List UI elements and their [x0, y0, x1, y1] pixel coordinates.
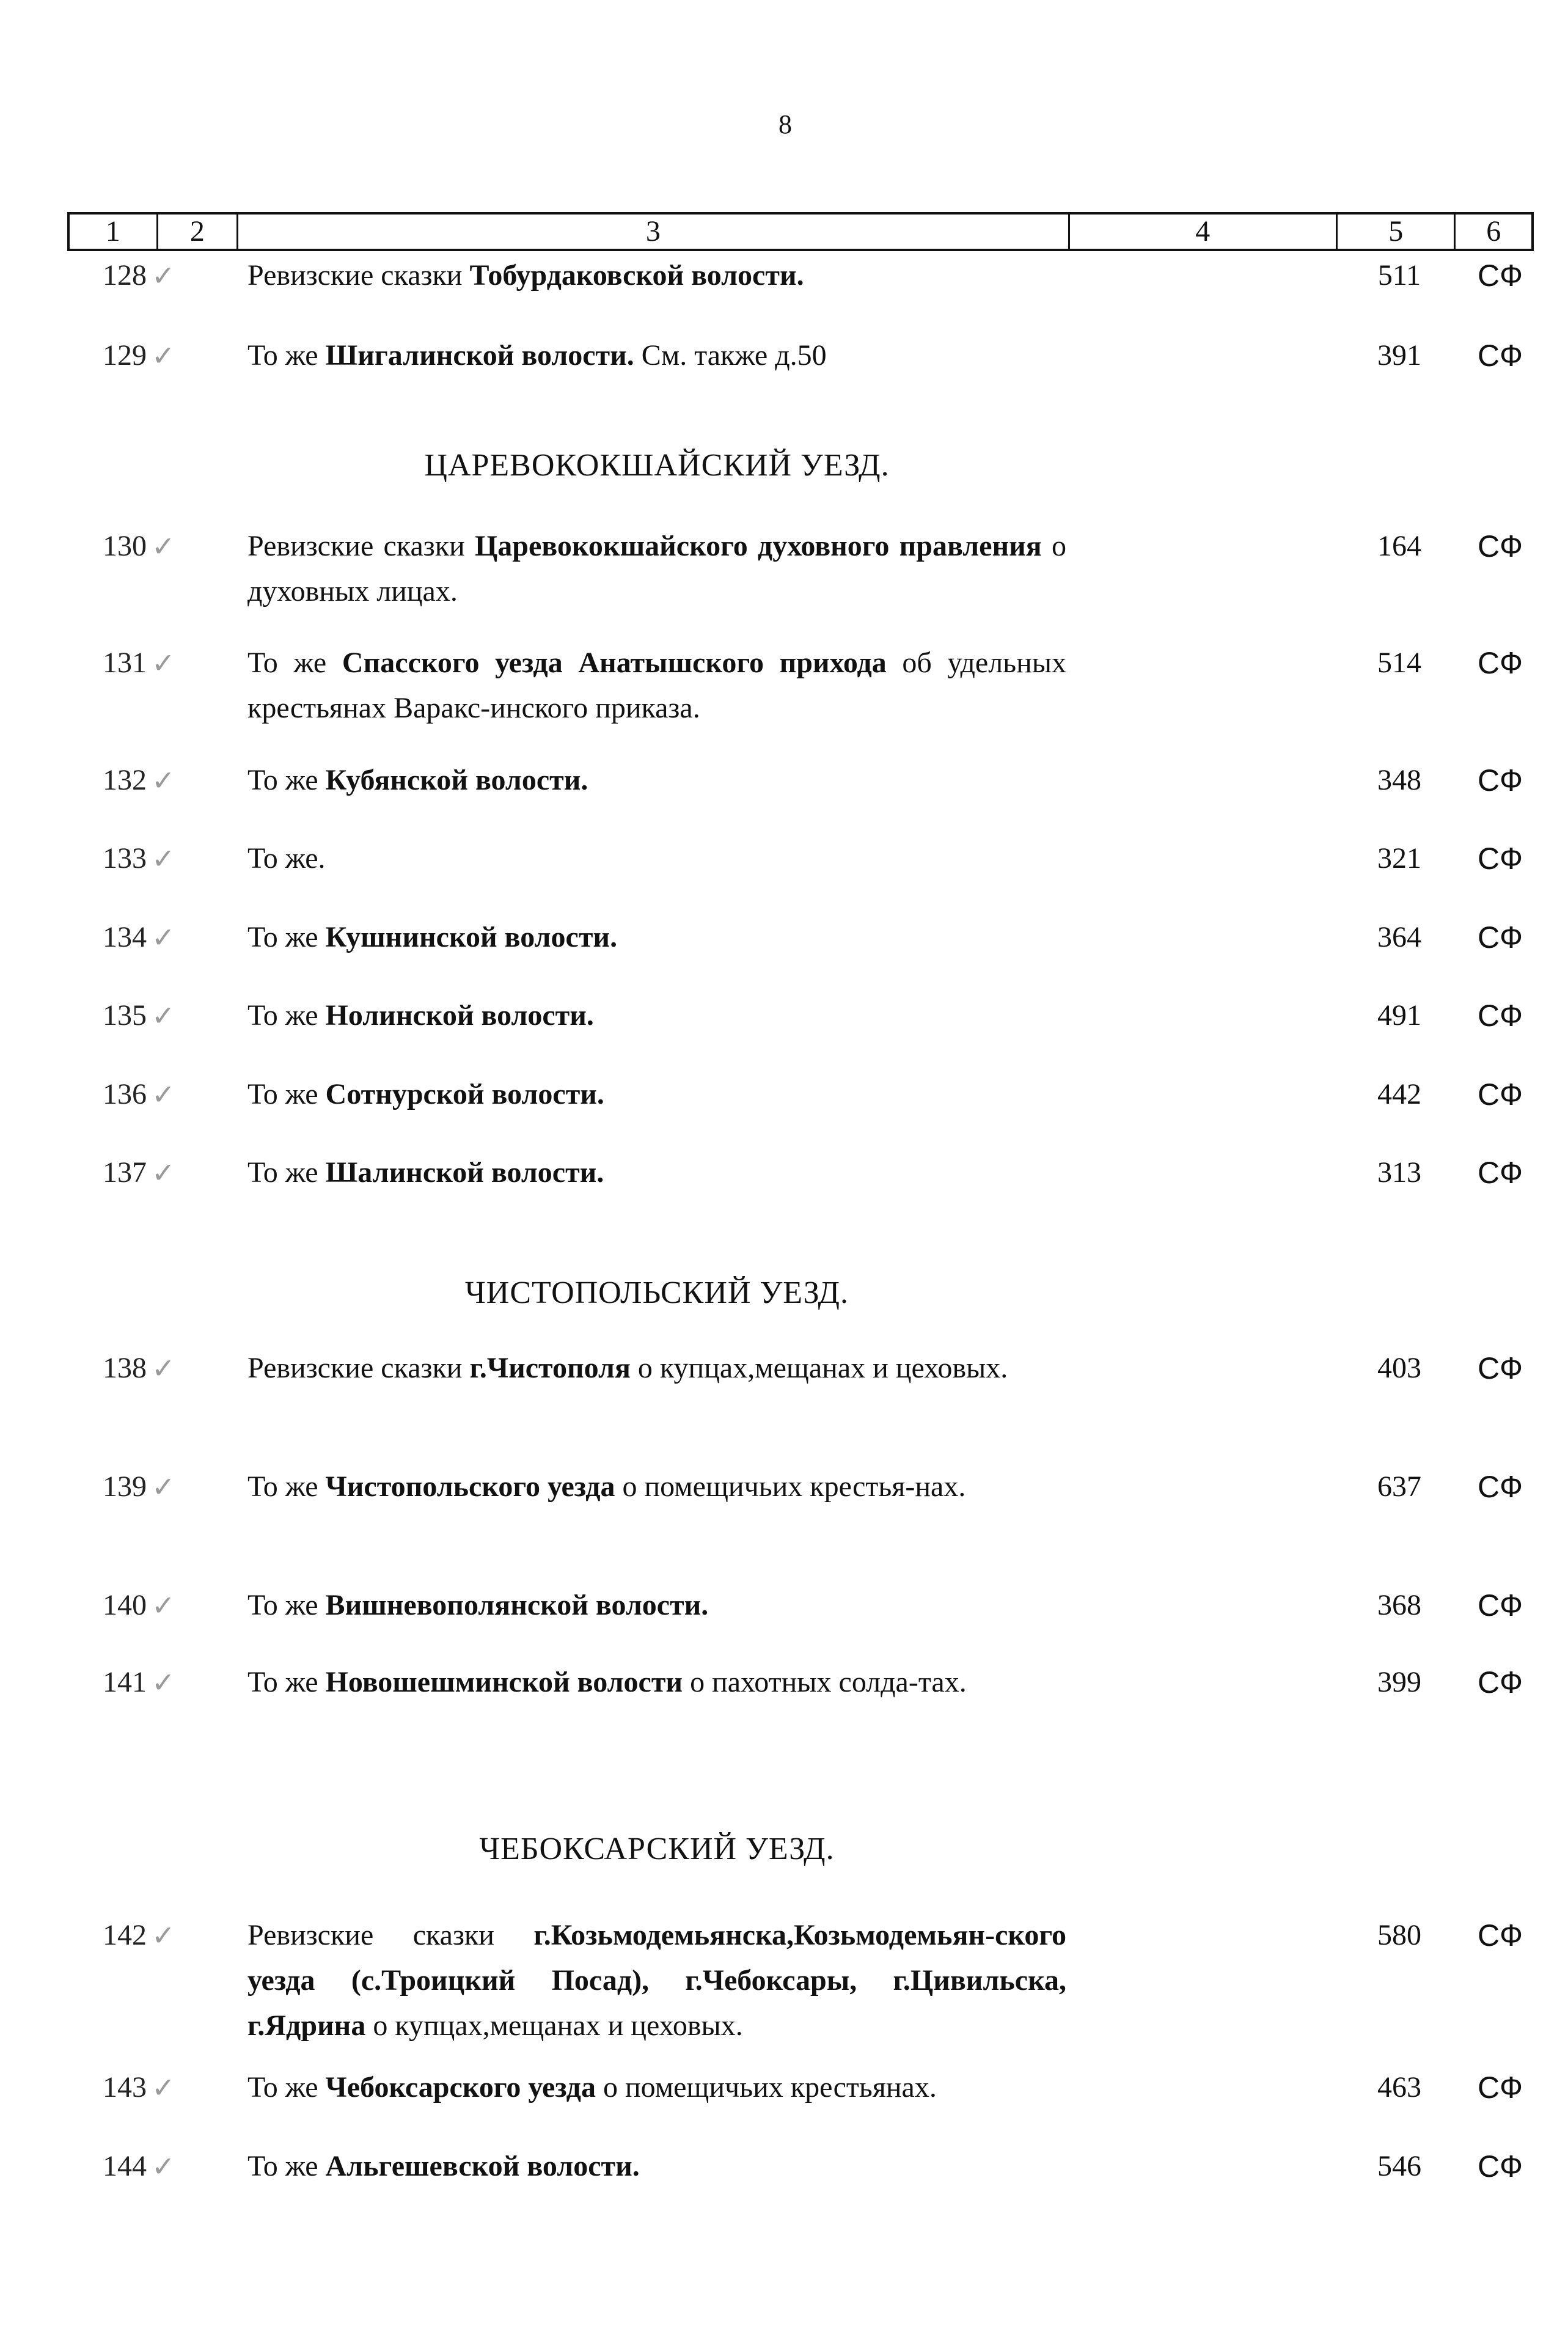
- fund-code: СФ: [1477, 1665, 1523, 1700]
- entry-description-bold: Чистопольского уезда: [325, 1470, 615, 1503]
- checkmark-icon: ✓: [152, 1589, 175, 1622]
- entry-description-bold: Сотнурской волости.: [325, 1078, 604, 1110]
- page-number: 8: [779, 109, 792, 139]
- entry-description: [247, 1346, 1066, 1391]
- entry-description: [247, 2144, 1066, 2189]
- entry-description: [247, 1464, 1066, 1509]
- entry-description-text: То же: [247, 2071, 326, 2103]
- sheet-count: 164: [1377, 530, 1421, 562]
- checkmark-icon: ✓: [152, 647, 175, 680]
- entry-description-bold: г.Козьмодемьянска,Козьмодемьян-ского уезда (с.Троицкий Посад), г.Чебоксары, г.Цивильска, г.Ядрина: [247, 1919, 1066, 2042]
- entry-description: [247, 1150, 1066, 1195]
- entry-description-text: о пахотных солда-тах.: [683, 1666, 967, 1698]
- entry-description-bold: Царевококшайского духовного правления: [474, 530, 1042, 562]
- entry-description-text: Ревизские сказки: [247, 1919, 534, 1951]
- checkmark-icon: ✓: [152, 921, 175, 954]
- checkmark-icon: ✓: [152, 339, 175, 372]
- fund-code: СФ: [1477, 529, 1523, 563]
- section-title: ЦАРЕВОКОКШАЙСКИЙ УЕЗД.: [424, 448, 890, 483]
- fund-code: СФ: [1477, 1156, 1523, 1190]
- fund-code: СФ: [1477, 646, 1523, 680]
- entry-description-text: То же.: [247, 842, 326, 875]
- entry-description-text: Ревизские сказки: [247, 259, 470, 292]
- entry-number: 138: [103, 1352, 147, 1384]
- entry-number: 128: [103, 259, 147, 292]
- entry-description-text: То же: [247, 339, 326, 372]
- fund-code: СФ: [1477, 1918, 1523, 1953]
- entry-description: [247, 524, 1066, 614]
- fund-code: СФ: [1477, 842, 1523, 876]
- entry-description-text: То же: [247, 647, 342, 679]
- entry-number: 143: [103, 2071, 147, 2103]
- entry-description: [247, 1583, 1066, 1628]
- fund-code: СФ: [1477, 259, 1523, 293]
- checkmark-icon: ✓: [152, 999, 175, 1032]
- entry-description-text: То же: [247, 2150, 326, 2182]
- sheet-count: 403: [1377, 1352, 1421, 1384]
- fund-code: СФ: [1477, 763, 1523, 798]
- entry-description-bold: Кушнинской волости.: [325, 921, 618, 953]
- entry-description: [247, 253, 1066, 298]
- entry-number: 141: [103, 1666, 147, 1698]
- sheet-count: 511: [1377, 259, 1421, 292]
- entry-description-text: Ревизские сказки: [247, 530, 475, 562]
- sheet-count: 463: [1377, 2071, 1421, 2103]
- fund-code: СФ: [1477, 1470, 1523, 1504]
- column-header-6: 6: [1486, 215, 1501, 248]
- entry-description-bold: Тобурдаковской волости.: [469, 259, 804, 292]
- entry-description-bold: Вишневополянской волости.: [325, 1589, 709, 1621]
- entry-description-bold: Кубянской волости.: [325, 764, 588, 796]
- sheet-count: 321: [1377, 842, 1421, 875]
- sheet-count: 368: [1377, 1589, 1421, 1621]
- column-header-3: 3: [238, 215, 1069, 249]
- entry-description-bold: г.Чистополя: [469, 1352, 631, 1384]
- entry-description-text: То же: [247, 1156, 326, 1189]
- entry-number: 135: [103, 999, 147, 1032]
- sheet-count: 399: [1377, 1666, 1421, 1698]
- checkmark-icon: ✓: [152, 1156, 175, 1189]
- entry-description-text: То же: [247, 1078, 326, 1110]
- column-header-2: 2: [158, 215, 239, 249]
- checkmark-icon: ✓: [152, 259, 175, 292]
- entry-description-bold: Спасского уезда Анатышского прихода: [342, 647, 887, 679]
- sheet-count: 391: [1377, 339, 1421, 372]
- entry-number: 131: [103, 647, 147, 679]
- entry-description-text: Ревизские сказки: [247, 1352, 470, 1384]
- entry-description: [247, 915, 1066, 960]
- entry-number: 129: [103, 339, 147, 372]
- sheet-count: 491: [1377, 999, 1421, 1032]
- checkmark-icon: ✓: [152, 842, 175, 875]
- entry-number: 144: [103, 2150, 147, 2182]
- fund-code: СФ: [1477, 1351, 1523, 1385]
- sheet-count: 546: [1377, 2150, 1421, 2182]
- entry-number: 136: [103, 1078, 147, 1110]
- column-header-1: 1: [70, 215, 158, 249]
- fund-code: СФ: [1477, 1077, 1523, 1112]
- fund-code: СФ: [1477, 999, 1523, 1033]
- entry-description-text: См. также д.50: [634, 339, 827, 372]
- entry-number: 133: [103, 842, 147, 875]
- entry-description-text: То же: [247, 1470, 326, 1503]
- checkmark-icon: ✓: [152, 1352, 175, 1385]
- entry-description-bold: Чебоксарского уезда: [325, 2071, 596, 2103]
- entry-number: 140: [103, 1589, 147, 1621]
- fund-code: СФ: [1477, 1588, 1523, 1623]
- fund-code: СФ: [1477, 2149, 1523, 2184]
- entry-description: [247, 640, 1066, 731]
- entry-description-bold: Шигалинской волости.: [325, 339, 634, 372]
- entry-number: 130: [103, 530, 147, 562]
- checkmark-icon: ✓: [152, 764, 175, 797]
- fund-code: СФ: [1477, 2070, 1523, 2105]
- entry-description: [247, 836, 1066, 881]
- column-header-row: [67, 212, 1534, 251]
- sheet-count: 514: [1377, 647, 1421, 679]
- entry-description-bold: Новошешминской волости: [325, 1666, 683, 1698]
- entry-description-text: То же: [247, 999, 326, 1032]
- checkmark-icon: ✓: [152, 1666, 175, 1699]
- section-title: ЧИСТОПОЛЬСКИЙ УЕЗД.: [464, 1275, 849, 1310]
- section-title: ЧЕБОКСАРСКИЙ УЕЗД.: [479, 1832, 835, 1866]
- checkmark-icon: ✓: [152, 2150, 175, 2183]
- entry-description-text: о помещичьих крестья-нах.: [615, 1470, 966, 1503]
- entry-number: 139: [103, 1470, 147, 1503]
- checkmark-icon: ✓: [152, 1919, 175, 1952]
- entry-description: [247, 758, 1066, 803]
- entry-description-text: То же: [247, 764, 326, 796]
- entry-description-text: об удельных крестьянах Варакс-инского приказа.: [247, 647, 1067, 724]
- checkmark-icon: ✓: [152, 530, 175, 563]
- checkmark-icon: ✓: [152, 1470, 175, 1503]
- entry-number: 134: [103, 921, 147, 953]
- entry-description: [247, 1072, 1066, 1117]
- entry-description: [247, 333, 1066, 378]
- entry-number: 137: [103, 1156, 147, 1189]
- entry-description: [247, 993, 1066, 1038]
- checkmark-icon: ✓: [152, 2071, 175, 2104]
- entry-description: [247, 2065, 1066, 2110]
- entry-description-text: о купцах,мещанах и цеховых.: [630, 1352, 1008, 1384]
- column-header-4: 4: [1070, 215, 1338, 249]
- entry-description: [247, 1913, 1066, 2048]
- sheet-count: 364: [1377, 921, 1421, 953]
- fund-code: СФ: [1477, 920, 1523, 955]
- entry-description: [247, 1660, 1066, 1705]
- sheet-count: 442: [1377, 1078, 1421, 1110]
- column-header-5: 5: [1338, 215, 1456, 249]
- fund-code: СФ: [1477, 339, 1523, 373]
- entry-number: 132: [103, 764, 147, 796]
- entry-description-bold: Нолинской волости.: [325, 999, 594, 1032]
- sheet-count: 348: [1377, 764, 1421, 796]
- sheet-count: 313: [1377, 1156, 1421, 1189]
- entry-description-text: о помещичьих крестьянах.: [595, 2071, 937, 2103]
- entry-description-bold: Альгешевской волости.: [325, 2150, 640, 2182]
- entry-description-text: То же: [247, 1666, 326, 1698]
- entry-description-text: о купцах,мещанах и цеховых.: [365, 2009, 743, 2042]
- checkmark-icon: ✓: [152, 1078, 175, 1111]
- entry-description-text: о духовных лицах.: [247, 530, 1067, 607]
- entry-number: 142: [103, 1919, 147, 1951]
- entry-description-text: То же: [247, 921, 326, 953]
- sheet-count: 580: [1377, 1919, 1421, 1951]
- sheet-count: 637: [1377, 1470, 1421, 1503]
- entry-description-bold: Шалинской волости.: [325, 1156, 604, 1189]
- entry-description-text: То же: [247, 1589, 326, 1621]
